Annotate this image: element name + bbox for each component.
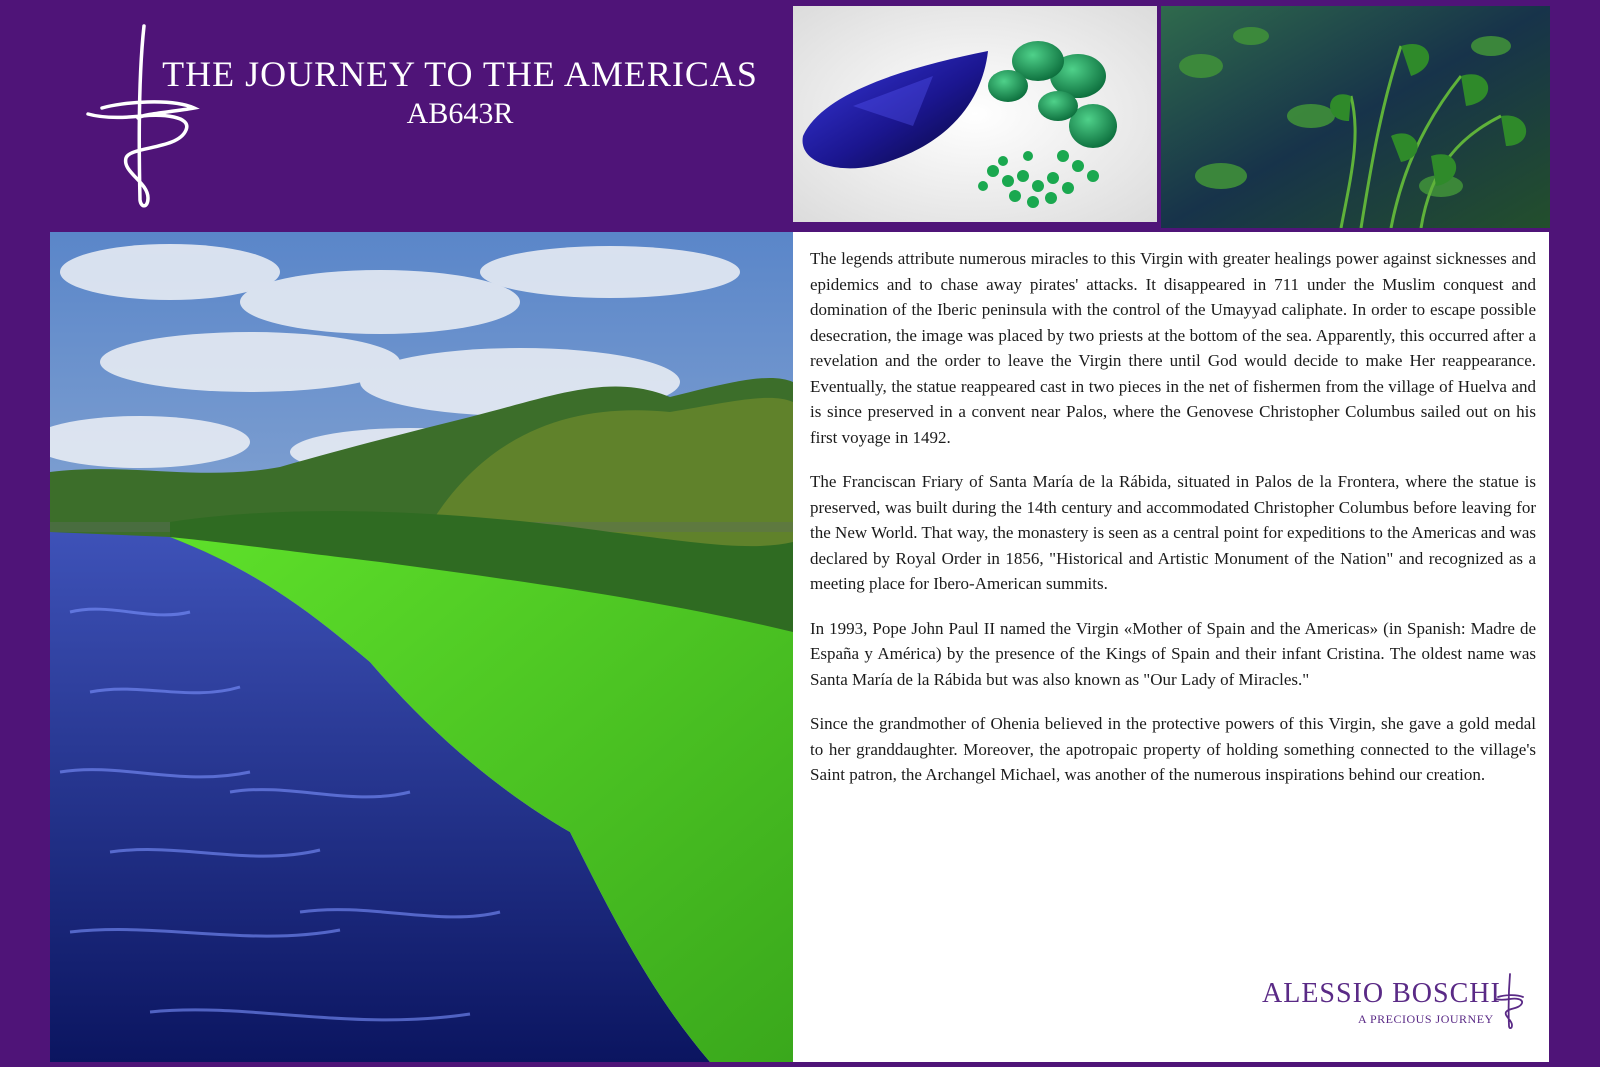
brand-tagline: A PRECIOUS JOURNEY (1358, 1012, 1494, 1026)
water-plants-image (1161, 6, 1550, 228)
paragraph: The Franciscan Friary of Santa María de la Rábida, situated in Palos de la Frontera, where the statue is preserved, was built during the 14th century and accommodated Christopher Columbus before leaving for the New World. That way, the monastery is seen as a central point for expeditions to the Americas and was declared by Royal Order in 1856, "Historical and Artistic Monument of the Nation" and recognized as a meeting place for Ibero-American summits. (810, 472, 1536, 593)
product-code: AB643R (406, 97, 514, 130)
brand-name: ALESSIO BOSCHI (1262, 978, 1501, 1009)
description-card (793, 232, 1549, 1062)
description-text (810, 246, 1536, 807)
paragraph: The legends attribute numerous miracles to this Virgin with greater healings power against sicknesses and epidemics and to chase away pirates' attacks. It disappeared in 711 under the Muslim conquest and domination of the Iberic peninsula with the control of the Umayyad caliphate. In order to escape possible desecration, the image was placed by two priests at the bottom of the sea. Apparently, this occurred after a revelation and the order to leave the Virgin there until God would decide to make Her reappearance. Eventually, the statue reappeared cast in two pieces in the net of fishermen from the village of Huelva and is since preserved in a convent near Palos, where the Genovese Christopher Columbus sailed out on his first voyage in 1492. (810, 249, 1536, 447)
gems-image (793, 6, 1157, 222)
brand-signature (1262, 978, 1522, 1038)
header (160, 52, 760, 132)
page-title: THE JOURNEY TO THE AMERICAS (162, 54, 758, 94)
paragraph: Since the grandmother of Ohenia believed in the protective powers of this Virgin, she gave a gold medal to her granddaughter. Moreover, the apotropaic property of holding something connected to the village's Saint patron, the Archangel Michael, was another of the numerous inspirations behind our creation. (810, 714, 1536, 784)
river-image (50, 232, 793, 1062)
paragraph: In 1993, Pope John Paul II named the Virgin «Mother of Spain and the Americas» (in Spanish: Madre de España y América) by the presence of the Kings of Spain and their infant Cristina. The oldest name was Santa María de la Rábida but was also known as "Our Lady of Miracles." (810, 618, 1536, 689)
brand-logo-icon (1494, 972, 1524, 1030)
